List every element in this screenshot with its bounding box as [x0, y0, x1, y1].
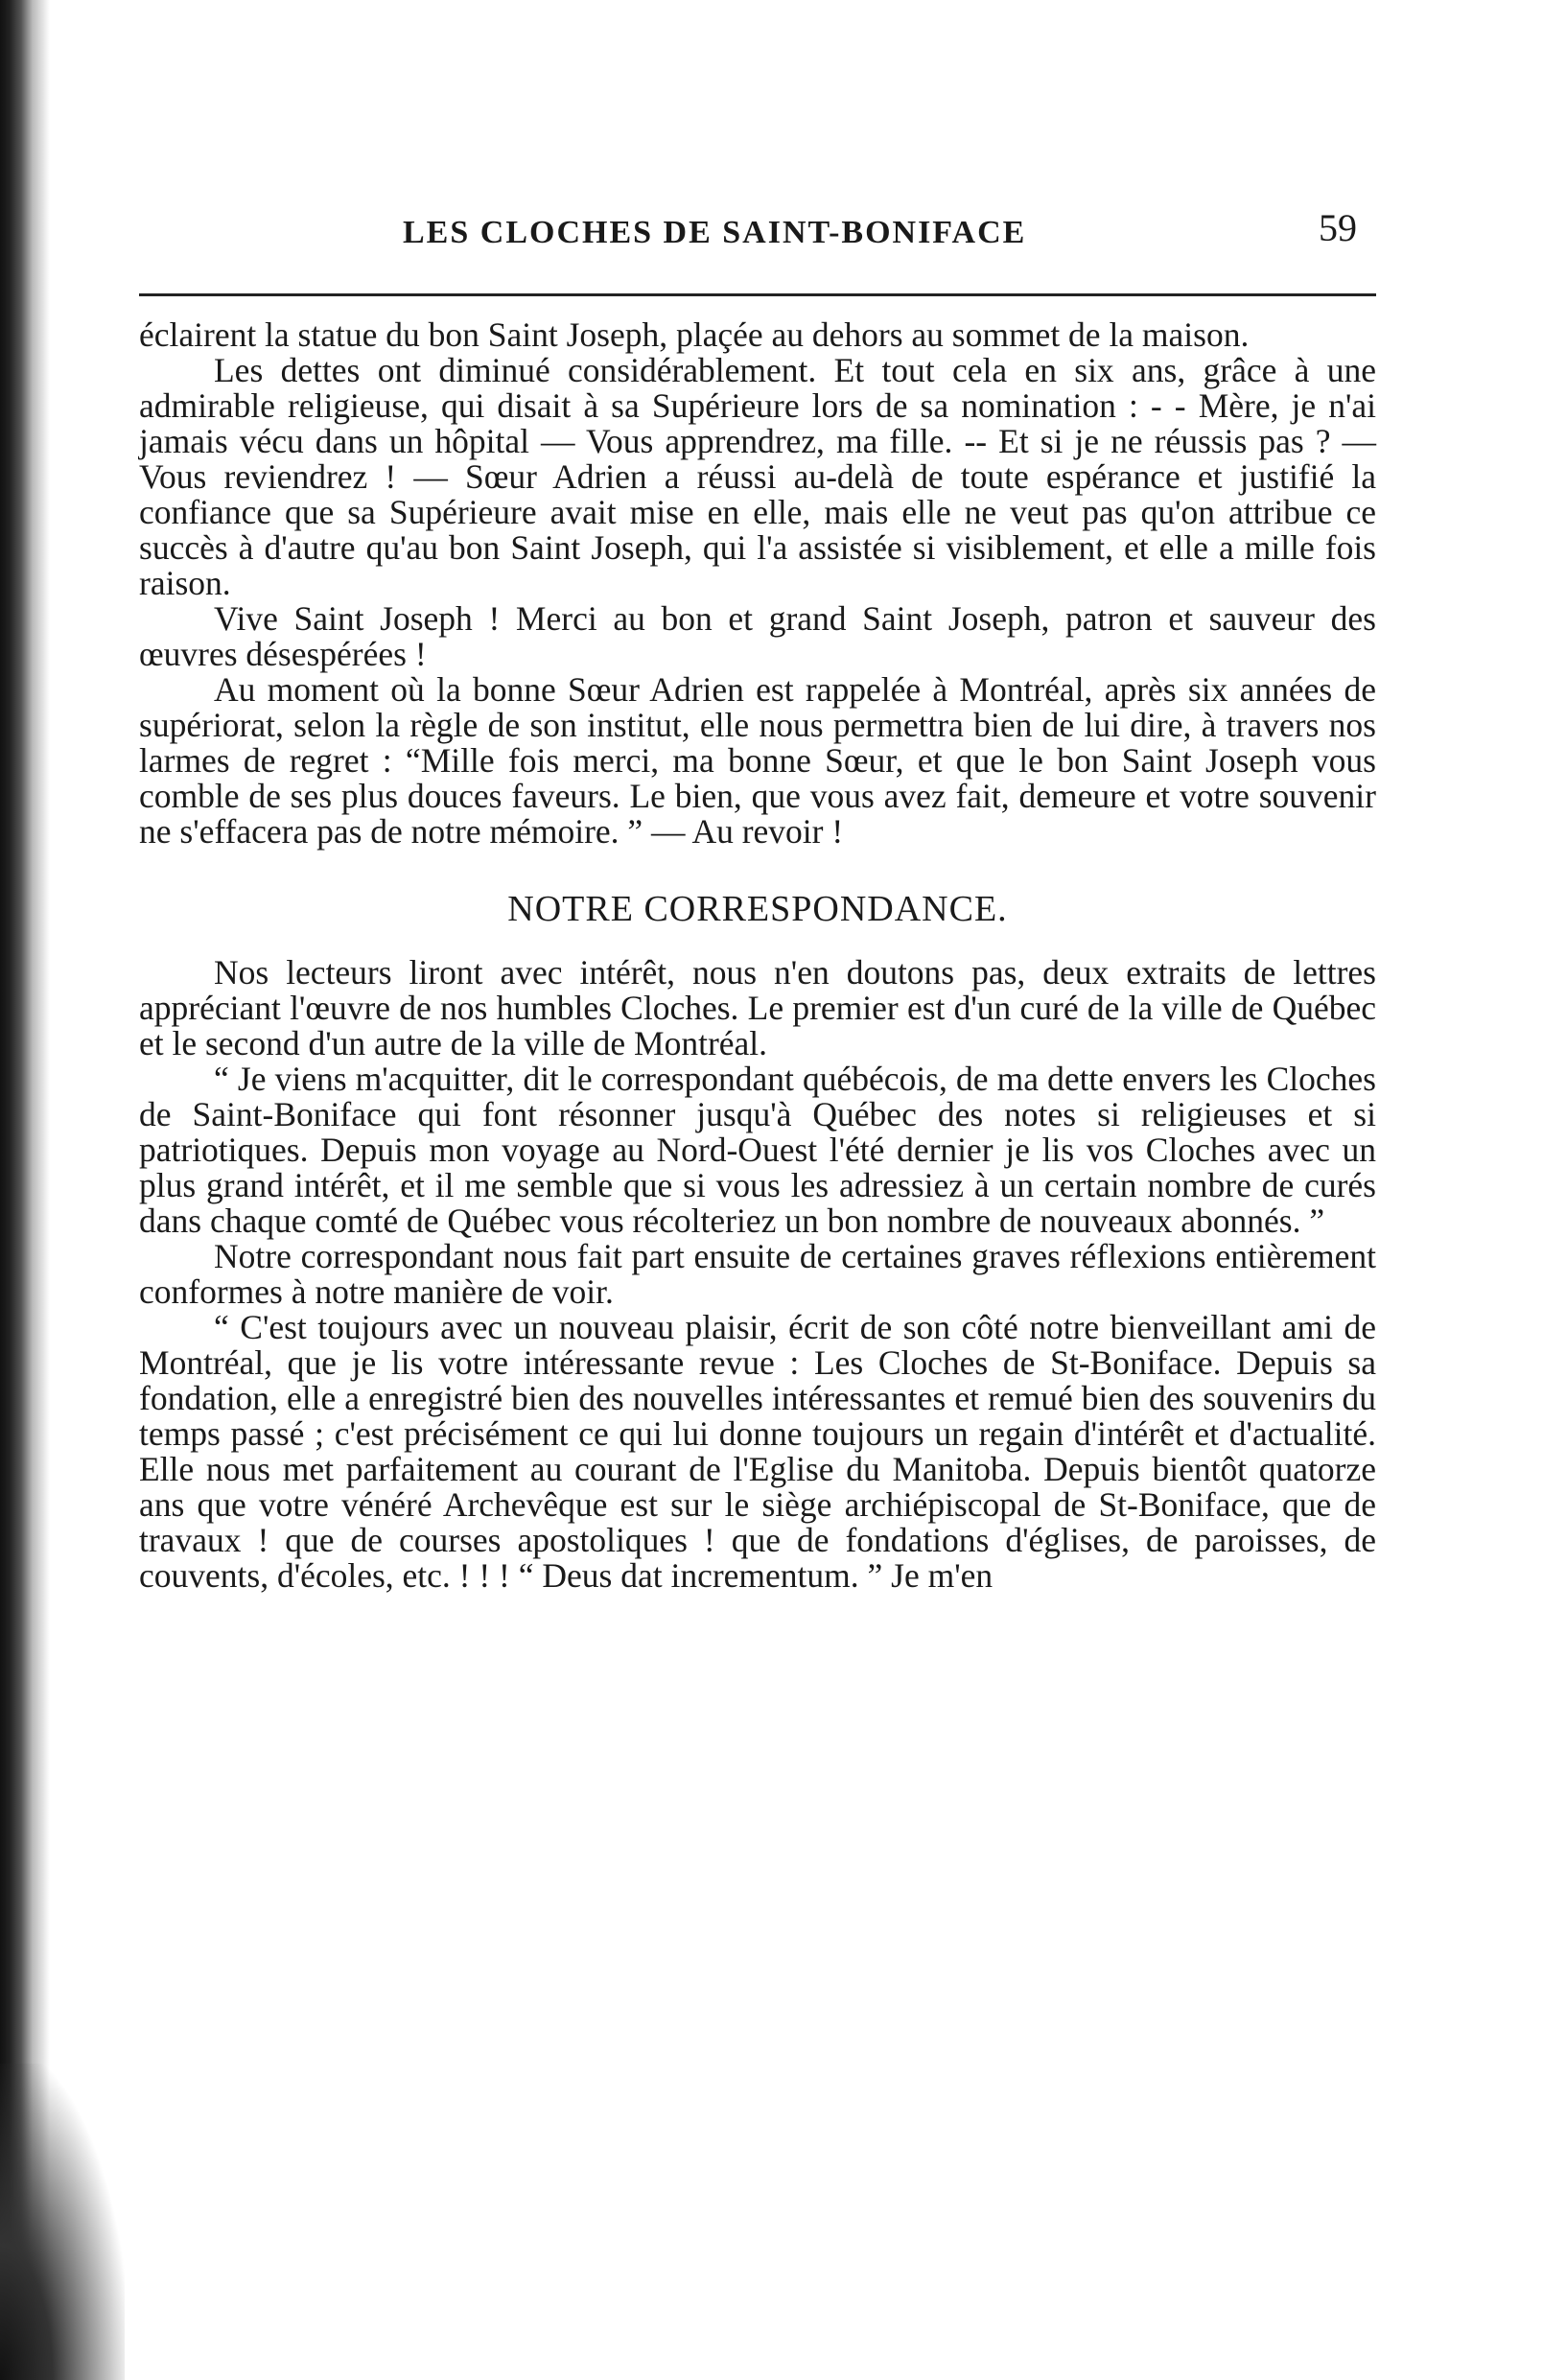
paragraph: éclairent la statue du bon Saint Joseph, plaçée au dehors au sommet de la maison. — [139, 315, 1250, 354]
paragraph: Vive Saint Joseph ! Merci au bon et grand Saint Joseph, patron et sauveur des œuvres désespérées ! — [139, 599, 1376, 673]
paragraph: Au moment où la bonne Sœur Adrien est rappelée à Montréal, après six années de supériorat, selon la règle de son institut, elle nous permettra bien de lui dire, à travers nos larmes de regret : “Mille fois merci, ma bonne Sœur, et que le bon Saint Joseph vous comble de ses plus douces faveurs. Le bien, que vous avez fait, demeure et votre souvenir ne s'effacera pas de notre mémoire. ” — Au revoir ! — [139, 670, 1376, 851]
body-text-bottom — [139, 955, 1376, 1594]
section-heading: NOTRE CORRESPONDANCE. — [507, 889, 1008, 929]
running-title: LES CLOCHES DE SAINT-BONIFACE — [403, 215, 1027, 250]
header-rule — [139, 293, 1376, 296]
body-text-top — [139, 317, 1376, 850]
paragraph: Nos lecteurs liront avec intérêt, nous n'en doutons pas, deux extraits de lettres appréciant l'œuvre de nos humbles Cloches. Le premier est d'un curé de la ville de Québec et le second d'un autre de la ville de Montréal. — [139, 953, 1376, 1062]
running-head — [139, 192, 1376, 259]
book-page — [139, 192, 1376, 1594]
page-number: 59 — [1319, 206, 1357, 249]
paragraph: “ Je viens m'acquitter, dit le correspondant québécois, de ma dette envers les Cloches de Saint-Boniface qui font résonner jusqu'à Québec des notes si religieuses et si patriotiques. Depuis mon voyage au Nord-Ouest l'été dernier je lis vos Cloches avec un plus grand intérêt, et il me semble que si vous les adressiez à un certain nombre de curés dans chaque comté de Québec vous récolteriez un bon nombre de nouveaux abonnés. ” — [139, 1060, 1376, 1240]
book-spine-shadow — [0, 0, 58, 2380]
paragraph: Les dettes ont diminué considérablement. Et tout cela en six ans, grâce à une admirable religieuse, qui disait à sa Supérieure lors de sa nomination : - - Mère, je n'ai jamais vécu dans un hôpital — Vous apprendrez, ma fille. -- Et si je ne réussis pas ? — Vous reviendrez ! — Sœur Adrien a réussi au-delà de toute espérance et justifié la confiance que sa Supérieure avait mise en elle, mais elle ne veut pas qu'on attribue ce succès à d'autre qu'au bon Saint Joseph, qui l'a assistée si visiblement, et elle a mille fois raison. — [139, 351, 1376, 602]
scan-dark-corner — [0, 2064, 125, 2380]
paragraph: “ C'est toujours avec un nouveau plaisir, écrit de son côté notre bienveillant ami de Montréal, que je lis votre intéressante revue : Les Cloches de St-Boniface. Depuis sa fondation, elle a enregistré bien des nouvelles intéressantes et remué bien des souvenirs du temps passé ; c'est précisément ce qui lui donne toujours un regain d'intérêt et d'actualité. Elle nous met parfaitement au courant de l'Eglise du Manitoba. Depuis bientôt quatorze ans que votre vénéré Archevêque est sur le siège archiépiscopal de St-Boniface, que de travaux ! que de courses apostoliques ! que de fondations d'églises, de paroisses, de couvents, d'écoles, etc. ! ! ! “ Deus dat incrementum. ” Je m'en — [139, 1308, 1376, 1595]
paragraph: Notre correspondant nous fait part ensuite de certaines graves réflexions entièrement conformes à notre manière de voir. — [139, 1237, 1376, 1311]
